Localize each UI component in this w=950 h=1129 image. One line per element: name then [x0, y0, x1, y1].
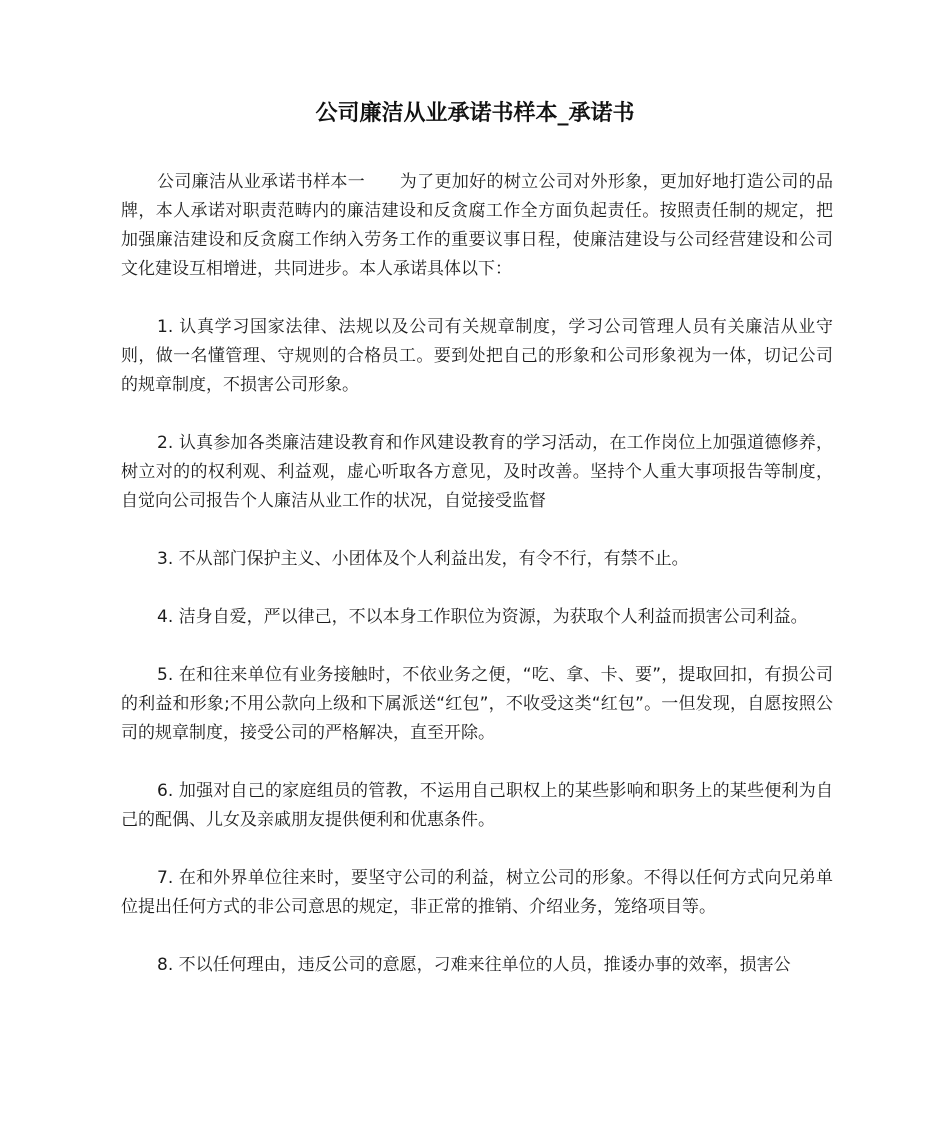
commitment-item-5: 5. 在和往来单位有业务接触时，不依业务之便，“吃、拿、卡、要”，提取回扣，有损公司的利益和形象;不用公款向上级和下属派送“红包”，不收受这类“红包”。一但发现，自愿按照公司的规章制度，接受公司的严格解决，直至开除。 [121, 665, 833, 743]
document-body [121, 168, 833, 1009]
commitment-item-8: 8. 不以任何理由，违反公司的意愿，刁难来往单位的人员，推诿办事的效率，损害公 [157, 955, 791, 975]
commitment-item-6: 6. 加强对自己的家庭组员的管教，不运用自己职权上的某些影响和职务上的某些便利为自己的配偶、儿女及亲戚朋友提供便利和优惠条件。 [121, 781, 833, 830]
commitment-item-4: 4. 洁身自爱，严以律己，不以本身工作职位为资源，为获取个人利益而损害公司利益。 [157, 607, 808, 627]
commitment-item-1: 1. 认真学习国家法律、法规以及公司有关规章制度，学习公司管理人员有关廉洁从业守则，做一名懂管理、守规则的合格员工。要到处把自己的形象和公司形象视为一体，切记公司的规章制度，不损害公司形象。 [121, 317, 833, 395]
commitment-item-7: 7. 在和外界单位往来时，要坚守公司的利益，树立公司的形象。不得以任何方式向兄弟单位提出任何方式的非公司意思的规定，非正常的推销、介绍业务，笼络项目等。 [121, 868, 833, 917]
commitment-item-3: 3. 不从部门保护主义、小团体及个人利益出发，有令不行，有禁不止。 [157, 549, 689, 569]
document-title: 公司廉洁从业承诺书样本_承诺书 [315, 101, 635, 126]
intro-paragraph: 公司廉洁从业承诺书样本一 为了更加好的树立公司对外形象，更加好地打造公司的品牌，本人承诺对职责范畴内的廉洁建设和反贪腐工作全方面负起责任。按照责任制的规定，把加强廉洁建设和反贪腐工作纳入劳务工作的重要议事日程，使廉洁建设与公司经营建设和公司文化建设互相增进，共同进步。本人承诺具体以下： [121, 172, 833, 279]
commitment-item-2: 2. 认真参加各类廉洁建设教育和作风建设教育的学习活动，在工作岗位上加强道德修养，树立对的的权利观、利益观，虚心听取各方意见，及时改善。坚持个人重大事项报告等制度，自觉向公司报告个人廉洁从业工作的状况，自觉接受监督 [121, 433, 833, 511]
